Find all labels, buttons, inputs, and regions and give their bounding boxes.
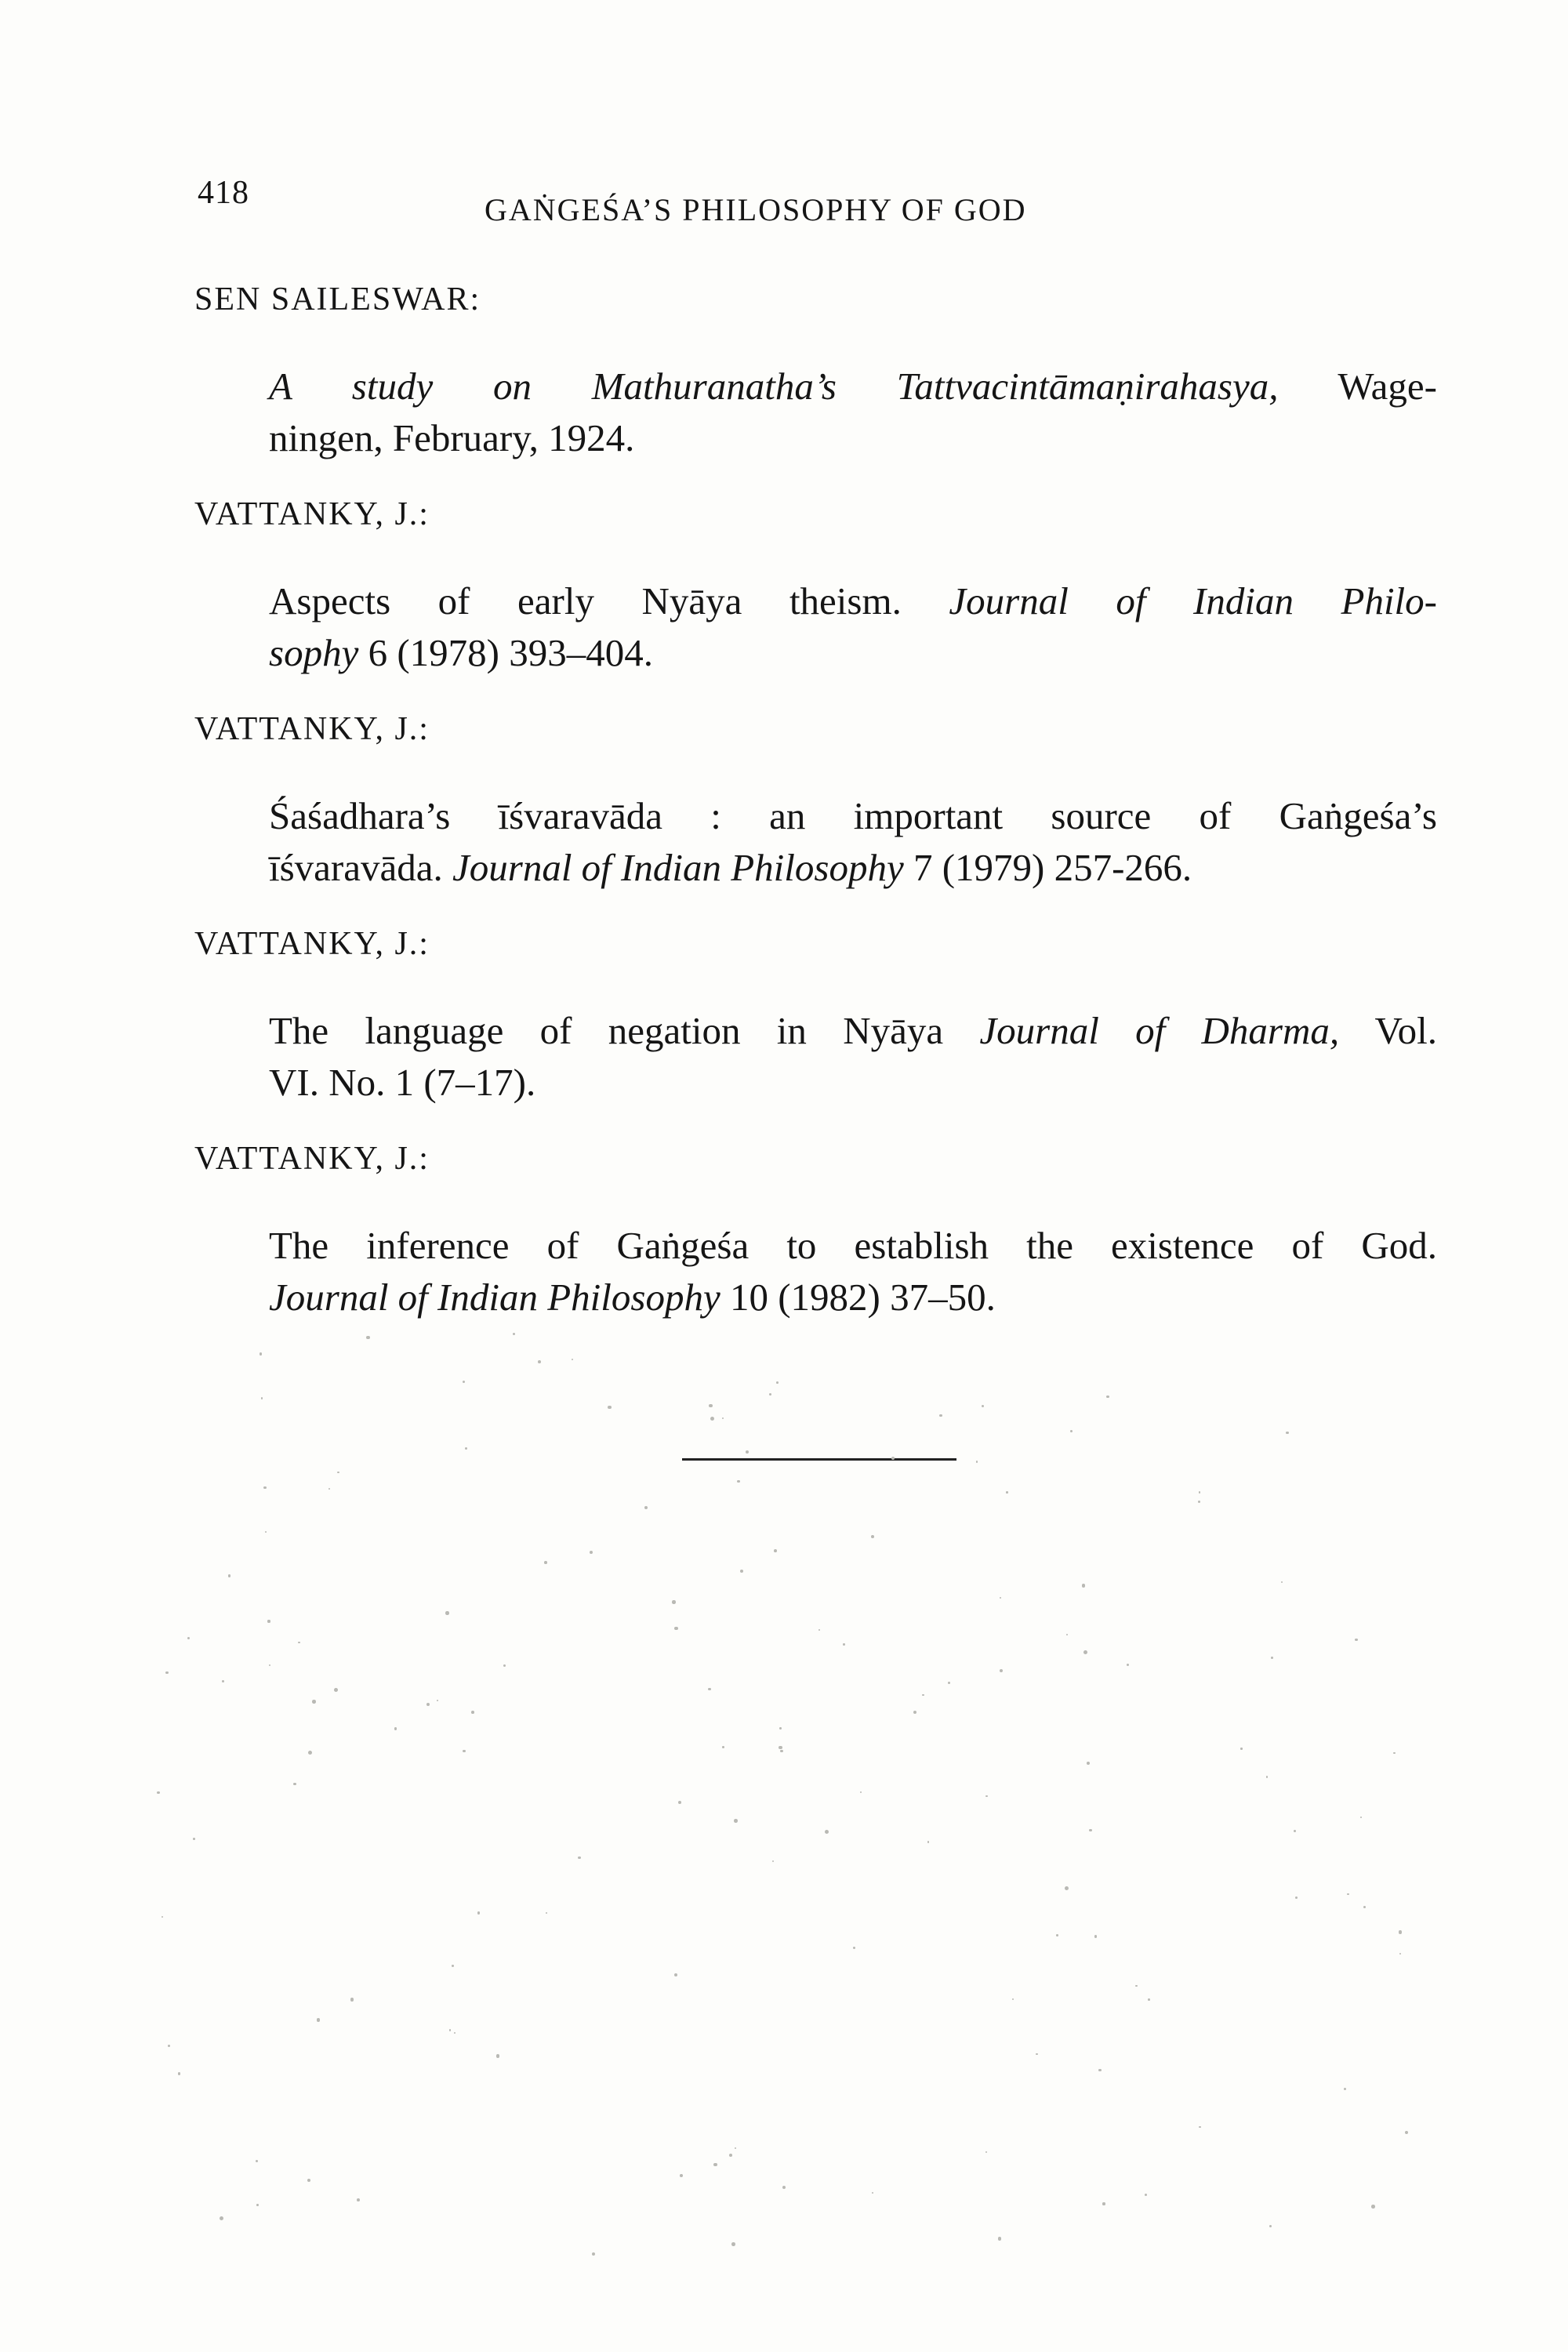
scan-speck [1294, 1830, 1296, 1832]
scan-speck [578, 1857, 581, 1860]
scan-speck [260, 1352, 263, 1356]
citation-italic-text: Journal of Dharma, [979, 1009, 1340, 1052]
bib-author: VATTANKY, J.: [194, 496, 430, 532]
scan-speck [1347, 1893, 1348, 1895]
scan-speck [337, 1472, 339, 1474]
scan-speck [680, 2174, 683, 2177]
scan-speck [544, 1561, 547, 1564]
scan-speck [307, 2179, 310, 2182]
scan-speck [454, 2032, 456, 2034]
citation-italic-text: Journal of Indian Philosophy [452, 846, 904, 889]
bib-citation [269, 361, 1437, 464]
scan-speck [740, 1570, 743, 1573]
scan-speck [860, 1791, 862, 1794]
scan-speck [982, 1405, 984, 1407]
scan-speck [1127, 1664, 1129, 1666]
scan-speck [1087, 1762, 1090, 1765]
scan-speck [220, 2216, 223, 2220]
scan-speck [1145, 2194, 1148, 2197]
scan-speck [948, 1682, 950, 1684]
scan-speck [1082, 1584, 1086, 1588]
scan-speck [674, 1627, 677, 1630]
scan-speck [366, 1336, 370, 1340]
bib-citation [269, 1220, 1437, 1323]
scan-speck [729, 2154, 732, 2157]
scan-speck [449, 2029, 452, 2031]
bib-citation [269, 575, 1437, 679]
scan-speck [1286, 1432, 1288, 1434]
scan-speck [187, 1637, 190, 1639]
scan-speck [465, 1447, 467, 1450]
citation-line [269, 575, 1437, 627]
scan-speck [298, 1642, 299, 1643]
scan-speck [746, 1450, 749, 1454]
citation-text: Vol. [1339, 1009, 1437, 1052]
citation-text: The inference of Gaṅgeśa to establish the existence of God. [269, 1224, 1437, 1267]
citation-text: Aspects of early Nyāya theism. [269, 579, 949, 622]
scan-speck [782, 2186, 786, 2189]
scan-speck [1089, 1829, 1092, 1832]
scan-speck [779, 1727, 782, 1730]
scan-speck [1281, 1581, 1283, 1583]
citation-text: The language of negation in Nyāya [269, 1009, 980, 1052]
scan-speck [1066, 1634, 1068, 1635]
scan-speck [471, 1711, 474, 1714]
scan-speck [708, 1688, 711, 1691]
scan-speck [1295, 1896, 1298, 1899]
citation-line [269, 1220, 1437, 1272]
scan-speck [674, 1973, 677, 1976]
scan-speck [1199, 1491, 1200, 1493]
scan-speck [672, 1600, 675, 1603]
citation-line [269, 627, 1437, 679]
scan-speck [825, 1830, 829, 1834]
citation-italic-text: Journal of Indian Philo- [949, 579, 1437, 622]
bib-entry [194, 706, 1449, 894]
scan-speck [165, 1671, 169, 1675]
scan-speck [1056, 1934, 1058, 1936]
scan-speck [357, 2198, 360, 2201]
scan-speck [608, 1406, 612, 1410]
scan-speck [731, 2242, 735, 2246]
scan-speck [538, 1360, 541, 1363]
citation-line [269, 1057, 1437, 1109]
scan-speck [426, 1703, 430, 1706]
scan-speck [818, 1629, 820, 1631]
citation-line [269, 790, 1437, 842]
scan-speck [939, 1414, 942, 1417]
scan-speck [265, 1531, 267, 1533]
scan-speck [710, 1417, 714, 1421]
scan-speck [976, 1461, 978, 1463]
bib-entry [194, 920, 1449, 1109]
scan-speck [1405, 2131, 1408, 2134]
scan-speck [713, 2163, 717, 2166]
citation-line [269, 1005, 1437, 1057]
citation-line [269, 1272, 1437, 1323]
scan-speck [592, 2252, 595, 2256]
scan-speck [1240, 1748, 1242, 1749]
citation-line [269, 361, 1437, 412]
scan-speck [985, 2151, 988, 2154]
citation-text: īśvaravāda. [269, 846, 452, 889]
scan-speck [293, 1783, 296, 1785]
scan-speck [1006, 1491, 1008, 1494]
scan-speck [1363, 1906, 1366, 1908]
citation-text: Wage- [1278, 365, 1437, 408]
scan-speck [261, 1397, 263, 1399]
scan-speck [452, 1965, 453, 1966]
scan-speck [267, 1620, 270, 1622]
scan-speck [193, 1838, 195, 1840]
scan-speck [780, 1750, 783, 1753]
scan-speck [1102, 2202, 1105, 2205]
scan-speck [1266, 1776, 1269, 1778]
scan-speck [463, 1750, 466, 1753]
scan-speck [1083, 1650, 1087, 1654]
scan-speck [437, 1700, 438, 1701]
scan-speck [1271, 1657, 1273, 1659]
scan-speck [572, 1359, 573, 1360]
scan-speck [1344, 2088, 1346, 2090]
scan-speck [178, 2072, 180, 2074]
scan-speck [1012, 1998, 1014, 2000]
citation-text: ningen, February, 1924. [269, 416, 635, 459]
scan-speck [734, 1819, 738, 1823]
citation-italic-text: A study on Mathuranatha’s Tattvacintāmaṇirahasya, [269, 365, 1279, 408]
scan-speck [269, 1664, 270, 1666]
scan-speck [843, 1643, 844, 1645]
citation-italic-text: sophy [269, 631, 359, 674]
scan-speck [477, 1911, 480, 1914]
scan-speck [590, 1551, 593, 1554]
citation-text: Śaśadhara’s īśvaravāda : an important source of Gaṅgeśa’s [269, 794, 1437, 837]
bib-author: VATTANKY, J.: [194, 1141, 430, 1177]
scan-speck [709, 1404, 713, 1408]
scan-speck [1098, 2069, 1102, 2072]
scan-speck [256, 2160, 259, 2163]
scan-speck [678, 1801, 681, 1804]
scan-speck [162, 1916, 163, 1918]
scan-speck [334, 1688, 338, 1692]
scan-speck [546, 1912, 547, 1914]
page-number: 418 [198, 175, 249, 211]
scan-speck [1393, 1752, 1396, 1755]
bib-citation [269, 1005, 1437, 1109]
citation-text: 7 (1979) 257-266. [903, 846, 1192, 889]
scan-speck [157, 1791, 159, 1794]
scan-speck [1135, 1985, 1138, 1987]
scan-speck [872, 2192, 873, 2194]
scan-speck [1148, 1998, 1150, 2001]
bib-citation [269, 790, 1437, 894]
scan-speck [222, 1680, 224, 1682]
scan-speck [463, 1381, 465, 1383]
scan-speck [168, 2045, 170, 2047]
scan-speck [496, 2054, 500, 2058]
scan-speck [1070, 1430, 1073, 1432]
scan-speck [308, 1751, 312, 1755]
bib-author: VATTANKY, J.: [194, 926, 430, 962]
scan-speck [263, 1486, 266, 1489]
scan-speck [445, 1611, 448, 1614]
citation-text: 10 (1982) 37–50. [720, 1276, 996, 1319]
scan-speck [1000, 1669, 1003, 1672]
scan-speck [312, 1700, 315, 1703]
citation-italic-text: Journal of Indian Philosophy [269, 1276, 720, 1319]
scan-speck [1269, 2225, 1272, 2227]
scan-speck [1199, 2126, 1200, 2128]
citation-text: 6 (1978) 393–404. [358, 631, 653, 674]
scan-speck [644, 1506, 648, 1509]
scan-speck [737, 1480, 739, 1483]
scan-speck [328, 1488, 330, 1490]
bib-entry [194, 1135, 1449, 1323]
scan-speck [927, 1841, 929, 1842]
bib-entry [194, 491, 1449, 679]
scan-speck [913, 1711, 916, 1714]
end-rule [682, 1458, 956, 1461]
bib-author: SEN SAILESWAR: [194, 281, 481, 318]
scan-speck [1198, 1501, 1200, 1503]
scan-speck [735, 2147, 736, 2149]
citation-text: VI. No. 1 (7–17). [269, 1061, 536, 1104]
scan-speck [1355, 1639, 1357, 1641]
bib-author: VATTANKY, J.: [194, 711, 430, 747]
scan-speck [1399, 1953, 1401, 1955]
scan-speck [394, 1727, 397, 1730]
scan-speck [985, 1795, 987, 1797]
scan-speck [228, 1574, 230, 1577]
scan-speck [256, 2204, 259, 2206]
scan-speck [503, 1664, 506, 1667]
citation-line [269, 842, 1437, 894]
scan-speck [779, 1746, 782, 1750]
scan-speck [1399, 1930, 1402, 1933]
scan-speck [871, 1535, 874, 1538]
scan-speck [769, 1393, 771, 1396]
scan-speck [998, 2237, 1002, 2241]
scan-speck [1094, 1935, 1098, 1938]
running-head: GAṄGEŚA’S PHILOSOPHY OF GOD [485, 192, 1027, 227]
citation-line [269, 412, 1437, 464]
scan-speck [922, 1694, 924, 1696]
scan-speck [1000, 1597, 1002, 1599]
scan-speck [776, 1381, 779, 1384]
bibliography [194, 276, 1449, 1350]
scan-speck [1371, 2205, 1375, 2209]
scan-speck [317, 2018, 321, 2022]
scan-speck [774, 1549, 777, 1552]
scan-speck [772, 1860, 774, 1862]
scan-speck [722, 1417, 724, 1419]
scan-speck [1065, 1886, 1069, 1890]
scan-speck [1106, 1396, 1109, 1398]
scan-speck [1036, 2053, 1037, 2055]
bib-entry [194, 276, 1449, 464]
scan-speck [853, 1947, 855, 1949]
scan-speck [722, 1746, 724, 1748]
scan-speck [1360, 1817, 1362, 1818]
scan-speck [350, 1998, 354, 2001]
